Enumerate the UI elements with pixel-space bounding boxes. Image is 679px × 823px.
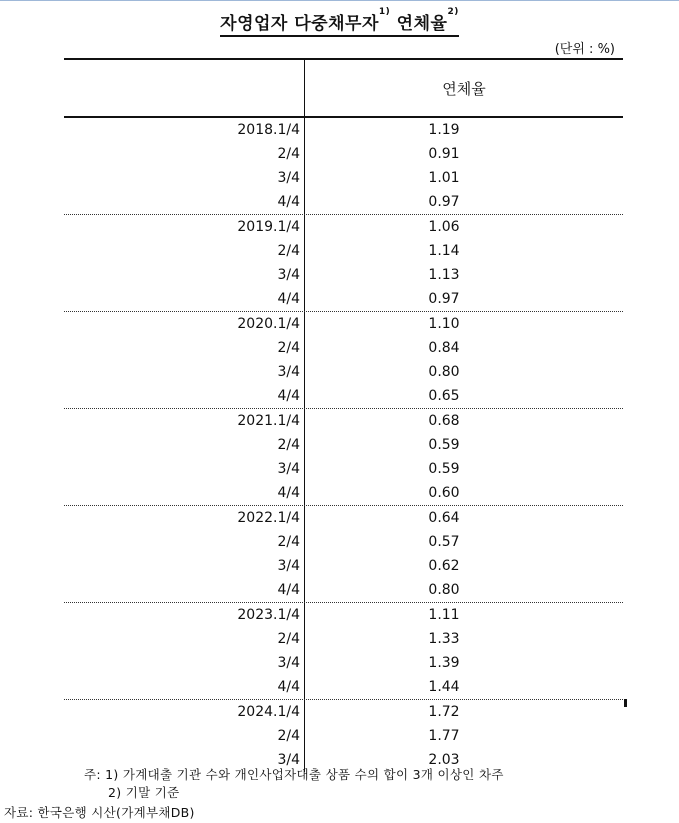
rate-cell: 1.13 [428,267,460,283]
period-cell: 4/4 [64,190,305,214]
table-row [64,239,623,263]
period-cell: 2/4 [64,530,305,554]
period-cell: 2019.1/4 [64,215,305,239]
table-row [64,312,623,336]
rate-cell: 1.44 [428,679,460,695]
table-row [64,166,623,190]
table-row [64,360,623,384]
table-row [64,287,623,311]
row-group [64,506,623,603]
period-cell: 3/4 [64,360,305,384]
period-cell: 2021.1/4 [64,409,305,433]
rate-cell: 0.68 [428,413,460,429]
rate-cell: 0.59 [428,461,460,477]
rate-cell: 1.19 [428,122,460,138]
table-row [64,142,623,166]
rate-cell: 1.77 [428,728,460,744]
period-cell: 3/4 [64,748,305,772]
rate-cell: 0.62 [428,558,460,574]
rate-cell: 0.84 [428,340,460,356]
rate-cell: 1.11 [428,607,460,623]
rate-cell: 1.10 [428,316,460,332]
title-footnote-1: 1) [378,7,391,17]
period-cell: 2022.1/4 [64,506,305,530]
period-cell: 2/4 [64,627,305,651]
period-cell: 3/4 [64,554,305,578]
data-table [64,58,623,772]
period-cell: 4/4 [64,578,305,602]
footnote-1: 주: 1) 가계대출 기관 수와 개인사업자대출 상품 수의 합이 3개 이상인 차주 [84,767,504,782]
table-row [64,215,623,239]
table-row [64,651,623,675]
table-title [0,9,679,34]
unit-label: (단위 : %) [554,42,615,57]
row-group [64,118,623,215]
table-row [64,627,623,651]
period-cell: 3/4 [64,263,305,287]
period-cell: 2/4 [64,724,305,748]
period-cell: 2/4 [64,336,305,360]
rate-cell: 0.57 [428,534,460,550]
table-row [64,603,623,627]
table-row [64,433,623,457]
table-row [64,457,623,481]
rate-cell: 0.91 [428,146,460,162]
rate-cell: 0.64 [428,510,460,526]
period-cell: 3/4 [64,166,305,190]
top-border [0,0,679,4]
row-group [64,312,623,409]
period-cell: 2023.1/4 [64,603,305,627]
rate-cell: 0.65 [428,388,460,404]
table-body [64,118,623,772]
rate-cell: 2.03 [428,752,460,768]
row-group [64,215,623,312]
cursor-mark [624,699,627,707]
table-row [64,263,623,287]
table-row [64,118,623,142]
table-row [64,190,623,214]
period-cell: 2018.1/4 [64,118,305,142]
row-group [64,603,623,700]
period-cell: 4/4 [64,287,305,311]
rate-cell: 1.14 [428,243,460,259]
rate-cell: 1.33 [428,631,460,647]
rate-cell: 1.06 [428,219,460,235]
title-rate-text: 연체율 [390,14,448,34]
rate-cell: 0.97 [428,291,460,307]
period-cell: 2/4 [64,142,305,166]
period-cell: 3/4 [64,457,305,481]
rate-cell: 0.97 [428,194,460,210]
rate-cell: 0.80 [428,582,460,598]
table-row [64,554,623,578]
table-row [64,506,623,530]
row-group [64,409,623,506]
table-row [64,384,623,408]
rate-cell: 0.59 [428,437,460,453]
rate-cell: 1.72 [428,704,460,720]
table-header [64,60,623,118]
table-row [64,675,623,699]
table-row [64,700,623,724]
footnote-2: 2) 기말 기준 [108,785,180,800]
period-cell: 3/4 [64,651,305,675]
footnotes [84,766,504,802]
period-cell: 2020.1/4 [64,312,305,336]
table-row [64,530,623,554]
period-cell: 4/4 [64,384,305,408]
table-row [64,336,623,360]
row-group [64,700,623,772]
header-rate: 연체율 [442,79,486,98]
rate-cell: 1.01 [428,170,460,186]
source-note: 자료: 한국은행 시산(가계부채DB) [4,805,195,820]
table-row [64,724,623,748]
table-row [64,481,623,505]
period-cell: 2/4 [64,433,305,457]
table-row [64,409,623,433]
period-cell: 4/4 [64,481,305,505]
title-footnote-2: 2) [447,7,459,17]
title-text: 자영업자 다중채무자 [220,14,379,34]
table-row [64,578,623,602]
period-cell: 2/4 [64,239,305,263]
rate-cell: 1.39 [428,655,460,671]
period-cell: 4/4 [64,675,305,699]
header-empty-cell [64,60,305,116]
period-cell: 2024.1/4 [64,700,305,724]
rate-cell: 0.80 [428,364,460,380]
rate-cell: 0.60 [428,485,460,501]
